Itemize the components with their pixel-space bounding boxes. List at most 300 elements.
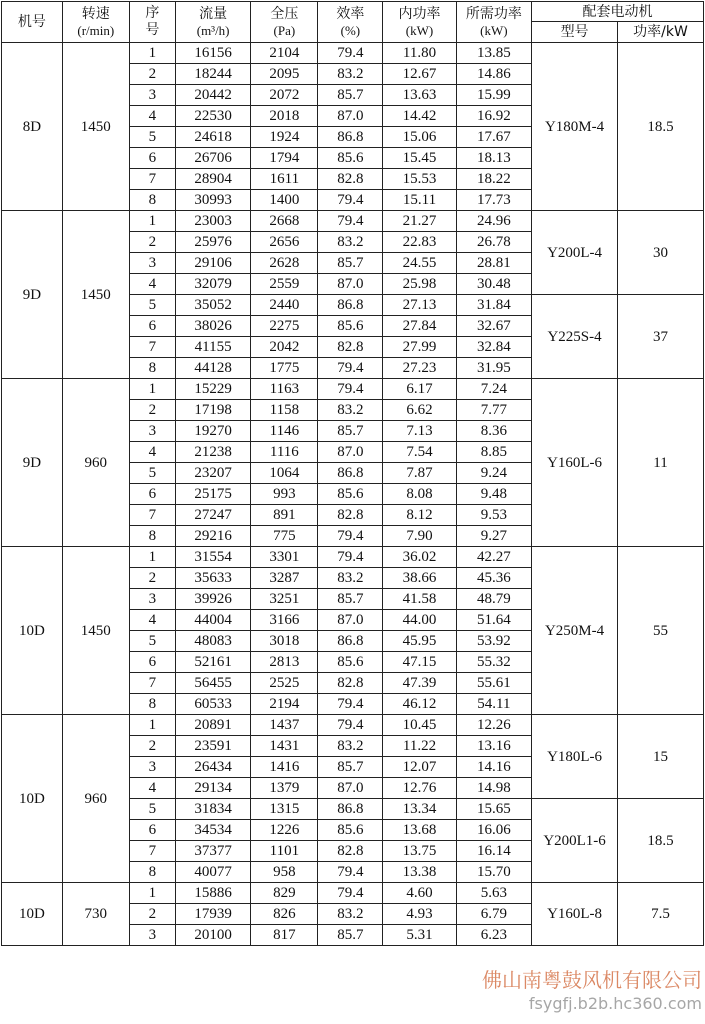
cell-pressure: 1611: [251, 169, 318, 190]
cell-motor-power: 30: [618, 211, 704, 295]
cell-internal-power: 13.63: [383, 85, 456, 106]
cell-internal-power: 4.60: [383, 883, 456, 904]
cell-seq: 2: [129, 232, 175, 253]
cell-internal-power: 22.83: [383, 232, 456, 253]
cell-flow: 29216: [175, 526, 250, 547]
cell-seq: 8: [129, 694, 175, 715]
cell-pressure: 3018: [251, 631, 318, 652]
cell-speed: 730: [62, 883, 129, 946]
cell-internal-power: 21.27: [383, 211, 456, 232]
cell-internal-power: 45.95: [383, 631, 456, 652]
cell-pressure: 1379: [251, 778, 318, 799]
cell-seq: 1: [129, 883, 175, 904]
cell-efficiency: 83.2: [318, 64, 383, 85]
table-header: [2, 2, 704, 43]
cell-pressure: 1400: [251, 190, 318, 211]
cell-flow: 15886: [175, 883, 250, 904]
table-row: [2, 379, 704, 400]
cell-required-power: 14.98: [456, 778, 531, 799]
cell-pressure: 2440: [251, 295, 318, 316]
cell-motor-type: Y160L-8: [532, 883, 618, 946]
cell-required-power: 8.85: [456, 442, 531, 463]
cell-required-power: 6.79: [456, 904, 531, 925]
cell-pressure: 2072: [251, 85, 318, 106]
cell-model: 10D: [2, 715, 63, 883]
cell-flow: 15229: [175, 379, 250, 400]
cell-motor-type: Y180M-4: [532, 43, 618, 211]
cell-seq: 3: [129, 589, 175, 610]
cell-flow: 22530: [175, 106, 250, 127]
cell-required-power: 13.16: [456, 736, 531, 757]
cell-flow: 21238: [175, 442, 250, 463]
cell-required-power: 48.79: [456, 589, 531, 610]
cell-seq: 1: [129, 379, 175, 400]
cell-pressure: 829: [251, 883, 318, 904]
cell-flow: 44128: [175, 358, 250, 379]
cell-model: 8D: [2, 43, 63, 211]
cell-flow: 34534: [175, 820, 250, 841]
cell-internal-power: 15.45: [383, 148, 456, 169]
cell-seq: 6: [129, 484, 175, 505]
cell-internal-power: 7.87: [383, 463, 456, 484]
cell-efficiency: 79.4: [318, 190, 383, 211]
cell-seq: 8: [129, 190, 175, 211]
cell-flow: 26706: [175, 148, 250, 169]
cell-motor-power: 18.5: [618, 43, 704, 211]
cell-internal-power: 12.67: [383, 64, 456, 85]
cell-efficiency: 85.7: [318, 925, 383, 946]
cell-motor-power: 7.5: [618, 883, 704, 946]
cell-required-power: 5.63: [456, 883, 531, 904]
cell-seq: 5: [129, 127, 175, 148]
cell-speed: 960: [62, 715, 129, 883]
cell-speed: 960: [62, 379, 129, 547]
cell-flow: 52161: [175, 652, 250, 673]
cell-pressure: 3301: [251, 547, 318, 568]
cell-pressure: 2813: [251, 652, 318, 673]
cell-flow: 25175: [175, 484, 250, 505]
cell-efficiency: 83.2: [318, 232, 383, 253]
cell-pressure: 2194: [251, 694, 318, 715]
cell-internal-power: 6.17: [383, 379, 456, 400]
cell-seq: 5: [129, 799, 175, 820]
cell-efficiency: 82.8: [318, 673, 383, 694]
cell-pressure: 1116: [251, 442, 318, 463]
cell-motor-power: 37: [618, 295, 704, 379]
cell-required-power: 9.24: [456, 463, 531, 484]
cell-flow: 28904: [175, 169, 250, 190]
cell-flow: 26434: [175, 757, 250, 778]
cell-required-power: 7.77: [456, 400, 531, 421]
cell-internal-power: 47.39: [383, 673, 456, 694]
cell-required-power: 28.81: [456, 253, 531, 274]
cell-required-power: 51.64: [456, 610, 531, 631]
cell-seq: 1: [129, 715, 175, 736]
cell-required-power: 55.61: [456, 673, 531, 694]
cell-efficiency: 86.8: [318, 295, 383, 316]
cell-flow: 23207: [175, 463, 250, 484]
cell-seq: 8: [129, 526, 175, 547]
cell-flow: 31834: [175, 799, 250, 820]
cell-pressure: 1924: [251, 127, 318, 148]
cell-internal-power: 25.98: [383, 274, 456, 295]
cell-flow: 48083: [175, 631, 250, 652]
watermark: [482, 964, 704, 1020]
header-flow: 流量 (m³/h): [175, 2, 250, 43]
cell-efficiency: 87.0: [318, 274, 383, 295]
cell-flow: 27247: [175, 505, 250, 526]
cell-internal-power: 27.99: [383, 337, 456, 358]
cell-internal-power: 8.12: [383, 505, 456, 526]
cell-efficiency: 79.4: [318, 862, 383, 883]
cell-pressure: 891: [251, 505, 318, 526]
cell-efficiency: 83.2: [318, 400, 383, 421]
cell-required-power: 24.96: [456, 211, 531, 232]
cell-required-power: 15.70: [456, 862, 531, 883]
cell-efficiency: 79.4: [318, 694, 383, 715]
cell-flow: 56455: [175, 673, 250, 694]
cell-required-power: 8.36: [456, 421, 531, 442]
cell-motor-power: 18.5: [618, 799, 704, 883]
cell-internal-power: 47.15: [383, 652, 456, 673]
cell-internal-power: 14.42: [383, 106, 456, 127]
cell-internal-power: 4.93: [383, 904, 456, 925]
table-body: [2, 43, 704, 946]
cell-required-power: 54.11: [456, 694, 531, 715]
cell-seq: 4: [129, 274, 175, 295]
cell-motor-type: Y200L-4: [532, 211, 618, 295]
cell-efficiency: 87.0: [318, 610, 383, 631]
cell-internal-power: 10.45: [383, 715, 456, 736]
cell-efficiency: 85.6: [318, 316, 383, 337]
cell-efficiency: 86.8: [318, 631, 383, 652]
cell-efficiency: 79.4: [318, 358, 383, 379]
cell-motor-type: Y180L-6: [532, 715, 618, 799]
cell-efficiency: 85.7: [318, 421, 383, 442]
cell-motor-type: Y200L1-6: [532, 799, 618, 883]
cell-required-power: 17.67: [456, 127, 531, 148]
cell-seq: 2: [129, 64, 175, 85]
cell-required-power: 26.78: [456, 232, 531, 253]
cell-required-power: 17.73: [456, 190, 531, 211]
cell-motor-type: Y160L-6: [532, 379, 618, 547]
cell-internal-power: 12.76: [383, 778, 456, 799]
cell-efficiency: 85.6: [318, 484, 383, 505]
cell-seq: 7: [129, 169, 175, 190]
cell-internal-power: 15.53: [383, 169, 456, 190]
cell-model: 10D: [2, 547, 63, 715]
cell-seq: 2: [129, 400, 175, 421]
cell-efficiency: 86.8: [318, 463, 383, 484]
cell-internal-power: 7.13: [383, 421, 456, 442]
header-seq: 序号: [129, 2, 175, 43]
cell-model: 10D: [2, 883, 63, 946]
cell-pressure: 2095: [251, 64, 318, 85]
cell-efficiency: 87.0: [318, 106, 383, 127]
cell-efficiency: 79.4: [318, 379, 383, 400]
watermark-company: 佛山南粤鼓风机有限公司: [482, 968, 702, 992]
cell-efficiency: 79.4: [318, 526, 383, 547]
header-required-power: 所需功率 (kW): [456, 2, 531, 43]
cell-internal-power: 13.38: [383, 862, 456, 883]
cell-seq: 4: [129, 106, 175, 127]
cell-motor-power: 15: [618, 715, 704, 799]
cell-pressure: 2525: [251, 673, 318, 694]
cell-internal-power: 27.23: [383, 358, 456, 379]
cell-seq: 3: [129, 925, 175, 946]
cell-seq: 6: [129, 652, 175, 673]
cell-pressure: 1064: [251, 463, 318, 484]
cell-pressure: 958: [251, 862, 318, 883]
cell-required-power: 18.22: [456, 169, 531, 190]
cell-model: 9D: [2, 211, 63, 379]
cell-required-power: 9.27: [456, 526, 531, 547]
cell-efficiency: 82.8: [318, 841, 383, 862]
cell-internal-power: 38.66: [383, 568, 456, 589]
header-speed: 转速 (r/min): [62, 2, 129, 43]
cell-required-power: 15.99: [456, 85, 531, 106]
cell-internal-power: 6.62: [383, 400, 456, 421]
cell-efficiency: 82.8: [318, 169, 383, 190]
cell-flow: 37377: [175, 841, 250, 862]
cell-pressure: 3166: [251, 610, 318, 631]
cell-required-power: 31.84: [456, 295, 531, 316]
cell-motor-type: Y225S-4: [532, 295, 618, 379]
cell-pressure: 2668: [251, 211, 318, 232]
cell-efficiency: 85.6: [318, 148, 383, 169]
cell-internal-power: 8.08: [383, 484, 456, 505]
cell-efficiency: 83.2: [318, 904, 383, 925]
cell-seq: 7: [129, 505, 175, 526]
cell-flow: 20442: [175, 85, 250, 106]
cell-efficiency: 85.6: [318, 820, 383, 841]
cell-flow: 60533: [175, 694, 250, 715]
cell-efficiency: 83.2: [318, 736, 383, 757]
cell-efficiency: 79.4: [318, 715, 383, 736]
cell-flow: 30993: [175, 190, 250, 211]
cell-flow: 38026: [175, 316, 250, 337]
cell-efficiency: 85.7: [318, 85, 383, 106]
cell-internal-power: 13.68: [383, 820, 456, 841]
cell-internal-power: 27.13: [383, 295, 456, 316]
cell-flow: 23591: [175, 736, 250, 757]
cell-internal-power: 12.07: [383, 757, 456, 778]
cell-pressure: 1101: [251, 841, 318, 862]
cell-seq: 3: [129, 85, 175, 106]
header-motor-power: 功率/kW: [618, 22, 704, 43]
cell-flow: 35052: [175, 295, 250, 316]
header-model: 机号: [2, 2, 63, 43]
cell-seq: 1: [129, 211, 175, 232]
cell-seq: 2: [129, 568, 175, 589]
cell-flow: 41155: [175, 337, 250, 358]
cell-motor-power: 11: [618, 379, 704, 547]
cell-model: 9D: [2, 379, 63, 547]
cell-flow: 40077: [175, 862, 250, 883]
table-row: [2, 43, 704, 64]
cell-seq: 8: [129, 862, 175, 883]
cell-efficiency: 79.4: [318, 883, 383, 904]
cell-efficiency: 79.4: [318, 547, 383, 568]
header-efficiency: 效率 (%): [318, 2, 383, 43]
cell-internal-power: 7.54: [383, 442, 456, 463]
cell-motor-type: Y250M-4: [532, 547, 618, 715]
cell-efficiency: 87.0: [318, 778, 383, 799]
table-row: [2, 883, 704, 904]
cell-pressure: 1158: [251, 400, 318, 421]
cell-pressure: 1416: [251, 757, 318, 778]
cell-pressure: 1794: [251, 148, 318, 169]
cell-internal-power: 15.06: [383, 127, 456, 148]
cell-pressure: 2042: [251, 337, 318, 358]
cell-required-power: 32.67: [456, 316, 531, 337]
cell-flow: 20100: [175, 925, 250, 946]
cell-efficiency: 86.8: [318, 799, 383, 820]
cell-seq: 7: [129, 673, 175, 694]
cell-seq: 5: [129, 463, 175, 484]
cell-seq: 3: [129, 757, 175, 778]
cell-pressure: 1431: [251, 736, 318, 757]
cell-pressure: 3251: [251, 589, 318, 610]
cell-pressure: 2559: [251, 274, 318, 295]
cell-seq: 2: [129, 736, 175, 757]
cell-motor-power: 55: [618, 547, 704, 715]
cell-seq: 6: [129, 148, 175, 169]
cell-seq: 2: [129, 904, 175, 925]
cell-pressure: 817: [251, 925, 318, 946]
cell-required-power: 32.84: [456, 337, 531, 358]
cell-efficiency: 85.7: [318, 253, 383, 274]
header-internal-power: 内功率 (kW): [383, 2, 456, 43]
cell-efficiency: 82.8: [318, 337, 383, 358]
cell-efficiency: 86.8: [318, 127, 383, 148]
cell-seq: 1: [129, 547, 175, 568]
cell-efficiency: 85.6: [318, 652, 383, 673]
cell-flow: 19270: [175, 421, 250, 442]
cell-pressure: 993: [251, 484, 318, 505]
cell-speed: 1450: [62, 547, 129, 715]
cell-seq: 3: [129, 253, 175, 274]
cell-required-power: 53.92: [456, 631, 531, 652]
cell-seq: 6: [129, 820, 175, 841]
cell-pressure: 1226: [251, 820, 318, 841]
cell-pressure: 1163: [251, 379, 318, 400]
cell-required-power: 45.36: [456, 568, 531, 589]
cell-required-power: 18.13: [456, 148, 531, 169]
cell-internal-power: 15.11: [383, 190, 456, 211]
cell-pressure: 1146: [251, 421, 318, 442]
cell-efficiency: 85.7: [318, 757, 383, 778]
cell-required-power: 55.32: [456, 652, 531, 673]
table-row: [2, 547, 704, 568]
cell-internal-power: 13.34: [383, 799, 456, 820]
cell-required-power: 42.27: [456, 547, 531, 568]
header-pressure: 全压 (Pa): [251, 2, 318, 43]
cell-flow: 16156: [175, 43, 250, 64]
header-motor-type: 型号: [532, 22, 618, 43]
cell-efficiency: 79.4: [318, 43, 383, 64]
cell-required-power: 13.85: [456, 43, 531, 64]
cell-required-power: 16.14: [456, 841, 531, 862]
cell-required-power: 14.16: [456, 757, 531, 778]
cell-seq: 7: [129, 841, 175, 862]
cell-seq: 7: [129, 337, 175, 358]
cell-required-power: 9.48: [456, 484, 531, 505]
cell-flow: 39926: [175, 589, 250, 610]
cell-flow: 32079: [175, 274, 250, 295]
cell-internal-power: 44.00: [383, 610, 456, 631]
cell-pressure: 2628: [251, 253, 318, 274]
cell-efficiency: 79.4: [318, 211, 383, 232]
cell-pressure: 3287: [251, 568, 318, 589]
watermark-site: fsygfj.b2b.hc360.com: [528, 994, 702, 1013]
cell-internal-power: 13.75: [383, 841, 456, 862]
cell-pressure: 826: [251, 904, 318, 925]
cell-seq: 3: [129, 421, 175, 442]
cell-seq: 4: [129, 610, 175, 631]
header-motor: 配套电动机: [532, 2, 704, 22]
cell-efficiency: 83.2: [318, 568, 383, 589]
cell-pressure: 775: [251, 526, 318, 547]
cell-flow: 31554: [175, 547, 250, 568]
cell-internal-power: 5.31: [383, 925, 456, 946]
cell-flow: 44004: [175, 610, 250, 631]
cell-internal-power: 41.58: [383, 589, 456, 610]
cell-speed: 1450: [62, 43, 129, 211]
cell-seq: 4: [129, 442, 175, 463]
cell-efficiency: 85.7: [318, 589, 383, 610]
cell-efficiency: 87.0: [318, 442, 383, 463]
cell-pressure: 2104: [251, 43, 318, 64]
cell-pressure: 1315: [251, 799, 318, 820]
cell-required-power: 30.48: [456, 274, 531, 295]
cell-flow: 24618: [175, 127, 250, 148]
cell-internal-power: 24.55: [383, 253, 456, 274]
cell-seq: 8: [129, 358, 175, 379]
cell-flow: 25976: [175, 232, 250, 253]
cell-required-power: 16.06: [456, 820, 531, 841]
cell-required-power: 12.26: [456, 715, 531, 736]
cell-required-power: 6.23: [456, 925, 531, 946]
cell-pressure: 2656: [251, 232, 318, 253]
fan-performance-table: [1, 1, 704, 946]
cell-required-power: 15.65: [456, 799, 531, 820]
cell-internal-power: 7.90: [383, 526, 456, 547]
table-row: [2, 715, 704, 736]
cell-flow: 23003: [175, 211, 250, 232]
cell-internal-power: 36.02: [383, 547, 456, 568]
cell-internal-power: 11.22: [383, 736, 456, 757]
cell-required-power: 14.86: [456, 64, 531, 85]
cell-seq: 5: [129, 295, 175, 316]
cell-required-power: 31.95: [456, 358, 531, 379]
cell-seq: 5: [129, 631, 175, 652]
cell-pressure: 2275: [251, 316, 318, 337]
cell-efficiency: 82.8: [318, 505, 383, 526]
cell-required-power: 16.92: [456, 106, 531, 127]
cell-pressure: 1437: [251, 715, 318, 736]
cell-flow: 18244: [175, 64, 250, 85]
cell-speed: 1450: [62, 211, 129, 379]
cell-flow: 35633: [175, 568, 250, 589]
cell-flow: 17939: [175, 904, 250, 925]
cell-required-power: 9.53: [456, 505, 531, 526]
cell-internal-power: 11.80: [383, 43, 456, 64]
cell-pressure: 2018: [251, 106, 318, 127]
cell-seq: 4: [129, 778, 175, 799]
cell-flow: 29134: [175, 778, 250, 799]
cell-pressure: 1775: [251, 358, 318, 379]
